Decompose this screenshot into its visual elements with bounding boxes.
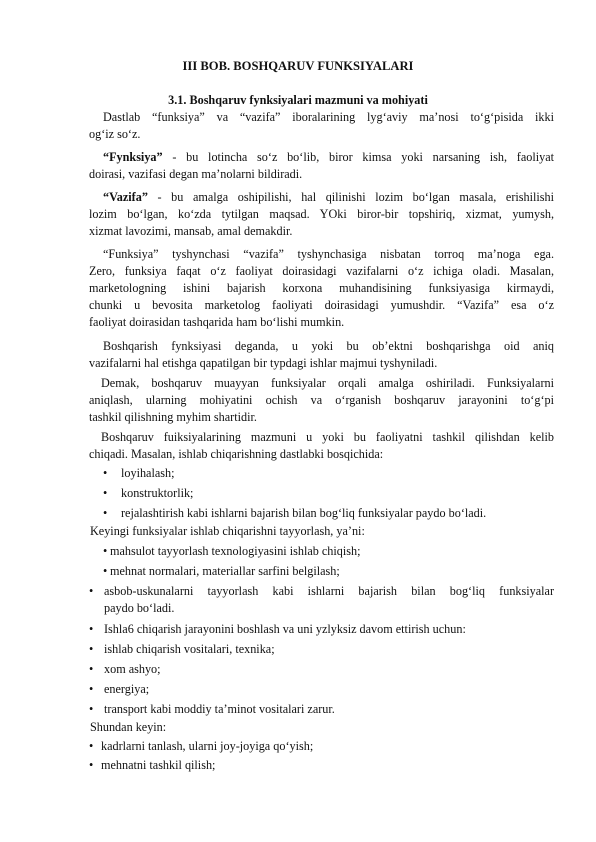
paragraph-line: xizmat lavozimi, mansab, amal demakdir. [89,224,293,238]
list-item-text: mahsulot tayyorlash texnologiyasini ishlab chiqish; [110,544,361,558]
bullet-icon: • [103,486,108,500]
bullet-icon: • [89,702,94,716]
paragraph-line: Demak, boshqaruv muayyan funksiyalar orqali amalga oshiriladi. Funksiyalarni [101,376,554,390]
bullet-icon: • [103,466,108,480]
list-item-text: loyihalash; [121,466,175,480]
list-item-text: energiya; [104,682,150,696]
paragraph-line: Shundan keyin: [90,720,167,734]
paragraph-line: “Funksiya” tyshynchasi “vazifa” tyshynchasiga nisbatan torroq ma’noga ega. [103,247,554,261]
term-vazifa: “Vazifa” [103,190,148,204]
list-item-text: Ishla6 chiqarish jarayonini boshlash va uni yzlyksiz davom ettirish uchun: [104,622,466,636]
paragraph-line: chunki u bevosita marketolog faoliyati doirasidagi yumushdir. “Vazifa” esa o‘z [89,298,554,312]
paragraph-line: Keyingi funksiyalar ishlab chiqarishni tayyorlash, ya’ni: [90,524,365,538]
paragraph-line: lozim bo‘lgan, ko‘zda tytilgan maqsad. YOki biror-bir topshiriq, xizmat, yumysh, [89,207,554,221]
paragraph-line: doirasi, vazifasi degan ma’nolarni bildiradi. [89,167,303,181]
paragraph-line: vazifalarni hal etishga qapatilgan bir typdagi ishlar majmui tyshyniladi. [89,356,438,370]
bullet-icon: • [89,682,94,696]
bullet-icon: • [103,564,108,578]
paragraph-line [103,189,554,205]
list-item-text: mehnatni tashkil qilish; [101,758,216,772]
paragraph-line: Boshqaruv fuiksiyalarining mazmuni u yoki bu faoliyatni tashkil qilishdan kelib [101,430,554,444]
bullet-icon: • [89,584,94,598]
bullet-icon: • [103,506,108,520]
paragraph-text: - bu lotincha so‘z bo‘lib, biror kimsa yoki narsaning ish, faoliyat [162,150,554,164]
list-item-text: ishlab chiqarish vositalari, texnika; [104,642,275,656]
paragraph-line: Dastlab “funksiya” va “vazifa” iboralarining lyg‘aviy ma’nosi to‘g‘pisida ikki [103,110,554,124]
bullet-icon: • [89,739,94,753]
list-item-text: asbob-uskunalarni tayyorlash kabi ishlarni bajarish bilan bog‘liq funksiyalar [104,584,554,598]
paragraph-line: aniqlash, ularning mohiyatini ochish va o‘rganish boshqaruv jarayonini to‘g‘pi [89,393,554,407]
list-item-text: rejalashtirish kabi ishlarni bajarish bilan bog‘liq funksiyalar paydo bo‘ladi. [121,506,487,520]
list-item-text: xom ashyo; [104,662,161,676]
list-item-text: paydo bo‘ladi. [104,601,175,615]
section-title: 3.1. Boshqaruv fynksiyalari mazmuni va mohiyati [168,93,428,107]
paragraph-line: chiqadi. Masalan, ishlab chiqarishning dastlabki bosqichida: [89,447,384,461]
paragraph-line: faoliyat doirasidan tashqarida ham bo‘lishi mumkin. [89,315,345,329]
paragraph-line: tashkil qilishning myhim shartidir. [89,410,257,424]
list-item-text: mehnat normalari, materiallar sarfini belgilash; [110,564,340,578]
paragraph-text: - bu amalga oshipilishi, hal qilinishi lozim bo‘lgan masala, erishilishi [147,190,554,204]
term-funksiya: “Fynksiya” [103,150,163,164]
bullet-icon: • [103,544,108,558]
paragraph-line: og‘iz so‘z. [89,127,141,141]
paragraph-line: Zero, funksiya faqat o‘z faoliyat doirasidagi vazifalarni o‘z ichiga oladi. Masalan, [89,264,554,278]
list-item-text: transport kabi moddiy ta’minot vositalari zarur. [104,702,335,716]
paragraph-line: marketologning ishini bajarish korxona muhandisining funksiyasiga kirmaydi, [89,281,554,295]
bullet-icon: • [89,662,94,676]
chapter-heading: III BOB. BOSHQARUV FUNKSIYALARI [182,59,414,73]
bullet-icon: • [89,642,94,656]
list-item-text: kadrlarni tanlash, ularni joy-joyiga qo‘yish; [101,739,314,753]
bullet-icon: • [89,622,94,636]
paragraph-line: Boshqarish fynksiyasi deganda, u yoki bu ob’ektni boshqarishga oid aniq [103,339,554,353]
bullet-icon: • [89,758,94,772]
list-item-text: konstruktorlik; [121,486,194,500]
paragraph-line [103,149,554,165]
